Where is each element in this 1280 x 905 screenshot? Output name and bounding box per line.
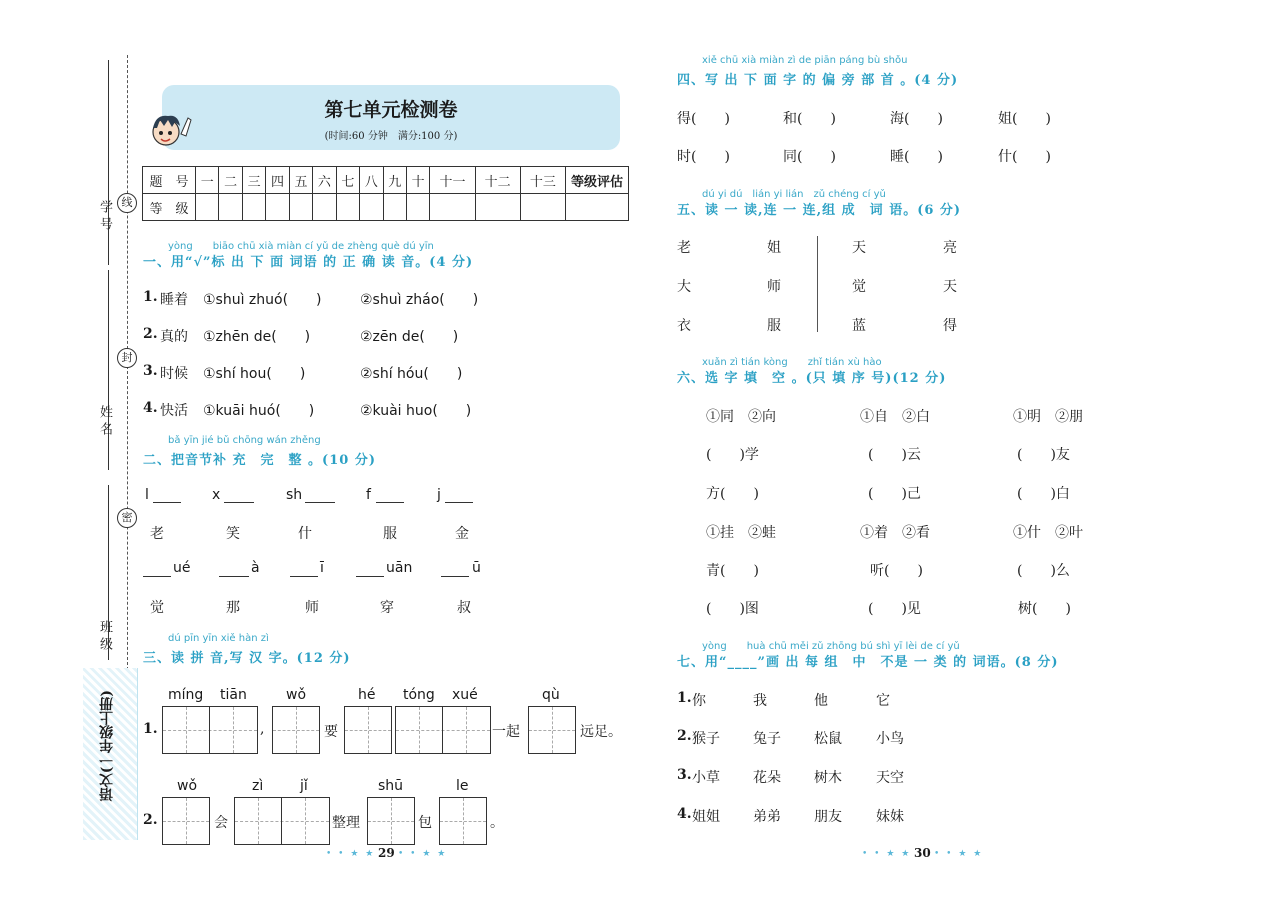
syllable-end: à [251, 560, 260, 576]
choice-options: ①挂 ②蛙 [706, 525, 776, 541]
q7-row-num: 4. [677, 806, 692, 822]
score-col: 十 [406, 167, 429, 194]
match-divider [817, 236, 818, 332]
q1-item-num: 1. [143, 289, 158, 305]
page-title: 第七单元检测卷 [324, 99, 458, 121]
match-char[interactable]: 姐 [767, 240, 781, 256]
grade-cell[interactable] [266, 194, 289, 221]
match-char[interactable]: 服 [767, 318, 781, 334]
q3-item-num: 2. [143, 812, 158, 828]
syllable-blank[interactable] [376, 502, 404, 503]
match-char[interactable]: 师 [767, 279, 781, 295]
q2-char: 服 [383, 526, 397, 542]
match-char[interactable]: 觉 [852, 279, 866, 295]
q1-item-num: 2. [143, 326, 158, 342]
q6-title: 六、选 字 填 空 。(只 填 序 号)(12 分) [677, 371, 947, 386]
syllable-blank[interactable] [224, 502, 254, 503]
grade-row-label: 等 级 [143, 194, 196, 221]
score-col: 八 [360, 167, 383, 194]
score-row-grade [143, 194, 629, 221]
syllable-start: j [437, 487, 441, 503]
choice-blank[interactable]: ( )图 [706, 601, 759, 617]
q5-title: 五、读 一 读,连 一 连,组 成 词 语。(6 分) [677, 203, 962, 218]
q3-item-num: 1. [143, 721, 158, 737]
syllable-blank[interactable] [219, 576, 249, 577]
q1-item-word: 时候 [160, 366, 188, 382]
q3-pinyin-word: shū [378, 778, 404, 794]
syllable-start: f [366, 487, 371, 503]
grade-cell[interactable] [289, 194, 312, 221]
score-col: 二 [219, 167, 242, 194]
tianzi-grid[interactable] [162, 706, 258, 754]
q3-pinyin: dú pīn yīn xiě hàn zì [168, 633, 269, 644]
syllable-end: ī [320, 560, 324, 576]
q3-title: 三、读 拼 音,写 汉 字。(12 分) [143, 651, 351, 666]
tianzi-grid[interactable] [344, 706, 392, 754]
match-char[interactable]: 得 [943, 318, 957, 334]
grade-cell[interactable] [430, 194, 475, 221]
choice-blank[interactable]: ( )白 [1017, 486, 1070, 502]
choice-options: ①同 ②向 [706, 409, 776, 425]
grade-cell[interactable] [566, 194, 629, 221]
match-char[interactable]: 亮 [943, 240, 957, 256]
match-char[interactable]: 老 [677, 240, 691, 256]
syllable-end: ū [472, 560, 481, 576]
q3-pinyin-word: míng [168, 687, 204, 703]
radical-item[interactable]: 时( ) [677, 149, 730, 165]
q3-text: 整理 [332, 815, 360, 831]
choice-blank[interactable]: 青( ) [706, 563, 759, 579]
score-col: 七 [336, 167, 359, 194]
q2-title: 二、把音节补 充 完 整 。(10 分) [143, 453, 376, 468]
grade-cell[interactable] [336, 194, 359, 221]
score-col: 五 [289, 167, 312, 194]
binding-line [108, 270, 109, 470]
q7-row-num: 2. [677, 728, 692, 744]
q7-word[interactable]: 我 [753, 693, 767, 709]
footer-stars-left-2: • • ★ ★ [398, 849, 448, 859]
q7-word[interactable]: 你 [692, 693, 706, 709]
score-col-grade-eval: 等级评估 [566, 167, 629, 194]
score-header-label: 题 号 [143, 167, 196, 194]
q3-pinyin-word: xué [452, 687, 478, 703]
syllable-start: sh [286, 487, 303, 503]
exam-info: (时间:60 分钟 满分:100 分) [324, 131, 458, 142]
score-row-header [143, 167, 629, 194]
q3-text: 一起 [492, 724, 520, 740]
grade-cell[interactable] [475, 194, 520, 221]
footer-stars-right: • • ★ ★ [862, 849, 912, 859]
q1-item-word: 真的 [160, 329, 188, 345]
q1-option-b[interactable]: ②shuì zháo( ) [360, 292, 479, 308]
q1-pinyin: yòng biāo chū xià miàn cí yǔ de zhèng què dú yīn [168, 241, 434, 252]
q7-word[interactable]: 它 [876, 693, 890, 709]
book-label-strip [83, 668, 138, 840]
seal-circle-line: 线 [117, 193, 137, 213]
grade-cell[interactable] [383, 194, 406, 221]
syllable-blank[interactable] [305, 502, 335, 503]
q1-option-b[interactable]: ②zēn de( ) [360, 329, 459, 345]
q7-word[interactable]: 松鼠 [814, 731, 842, 747]
match-char[interactable]: 天 [852, 240, 866, 256]
syllable-blank[interactable] [356, 576, 384, 577]
tianzi-grid[interactable] [528, 706, 576, 754]
title-banner [162, 85, 620, 150]
syllable-blank[interactable] [143, 576, 171, 577]
score-col: 四 [266, 167, 289, 194]
seal-circle-seal: 封 [117, 348, 137, 368]
syllable-blank[interactable] [290, 576, 318, 577]
choice-blank[interactable]: 听( ) [870, 563, 923, 579]
q1-option-b[interactable]: ②kuài huo( ) [360, 403, 472, 419]
page-number-left: 29 [378, 846, 395, 860]
q7-word[interactable]: 兔子 [753, 731, 781, 747]
grade-cell[interactable] [406, 194, 429, 221]
q7-word[interactable]: 他 [814, 693, 828, 709]
q1-option-a[interactable]: ①shí hou( ) [203, 366, 306, 382]
q7-word[interactable]: 花朵 [753, 770, 781, 786]
q3-text: , [260, 721, 265, 737]
q3-text: 会 [214, 815, 228, 831]
q4-title: 四、写 出 下 面 字 的 偏 旁 部 首 。(4 分) [677, 73, 959, 88]
radical-item[interactable]: 海( ) [890, 111, 943, 127]
footer-stars-right-2: • • ★ ★ [934, 849, 984, 859]
grade-cell[interactable] [196, 194, 219, 221]
choice-blank[interactable]: 方( ) [706, 486, 759, 502]
syllable-blank[interactable] [445, 502, 473, 503]
tianzi-grid[interactable] [234, 797, 330, 845]
q3-text: 包 [418, 815, 432, 831]
radical-item[interactable]: 姐( ) [998, 111, 1051, 127]
q3-pinyin-word: le [456, 778, 469, 794]
q7-word[interactable]: 朋友 [814, 809, 842, 825]
q7-word[interactable]: 树木 [814, 770, 842, 786]
score-col: 十二 [475, 167, 520, 194]
q3-text: 。 [490, 815, 504, 831]
match-char[interactable]: 天 [943, 279, 957, 295]
q7-word[interactable]: 妹妹 [876, 809, 904, 825]
radical-item[interactable]: 同( ) [783, 149, 836, 165]
footer-stars-left: • • ★ ★ [326, 849, 376, 859]
q7-title: 七、用“____”画 出 每 组 中 不是 一 类 的 词语。(8 分) [677, 655, 1059, 670]
grade-cell[interactable] [360, 194, 383, 221]
mascot-icon [148, 110, 198, 154]
tianzi-grid[interactable] [272, 706, 320, 754]
match-char[interactable]: 大 [677, 279, 691, 295]
q3-pinyin-word: wǒ [286, 687, 307, 703]
student-number-label: 学 号 [97, 200, 112, 231]
name-label: 姓 名 [97, 405, 112, 436]
choice-blank[interactable]: ( )学 [706, 447, 759, 463]
choice-blank[interactable]: ( )云 [868, 447, 921, 463]
radical-item[interactable]: 得( ) [677, 111, 730, 127]
score-col: 三 [242, 167, 265, 194]
q7-word[interactable]: 小鸟 [876, 731, 904, 747]
choice-blank[interactable]: ( )友 [1017, 447, 1070, 463]
q3-text: 要 [324, 724, 338, 740]
choice-blank[interactable]: ( )见 [868, 601, 921, 617]
q6-pinyin: xuǎn zì tián kòng zhǐ tián xù hào [702, 357, 882, 368]
q2-char: 老 [150, 526, 164, 542]
radical-item[interactable]: 和( ) [783, 111, 836, 127]
q1-title: 一、用“√”标 出 下 面 词语 的 正 确 读 音。(4 分) [143, 255, 474, 270]
page-number-right: 30 [914, 846, 931, 860]
q3-pinyin-word: tóng [403, 687, 435, 703]
tianzi-grid[interactable] [367, 797, 415, 845]
tianzi-grid[interactable] [395, 706, 491, 754]
q7-pinyin: yòng huà chū měi zǔ zhōng bú shì yī lèi de cí yǔ [702, 641, 960, 652]
tianzi-grid[interactable] [439, 797, 487, 845]
choice-blank[interactable]: 树( ) [1018, 601, 1071, 617]
radical-item[interactable]: 睡( ) [890, 149, 943, 165]
q1-option-a[interactable]: ①zhēn de( ) [203, 329, 311, 345]
q3-pinyin-word: jǐ [300, 778, 308, 794]
q2-char: 师 [305, 600, 319, 616]
binding-line [108, 60, 109, 265]
tianzi-grid[interactable] [162, 797, 210, 845]
q7-row-num: 1. [677, 690, 692, 706]
q1-item-num: 4. [143, 400, 158, 416]
class-label: 班 级 [97, 620, 112, 651]
q1-option-b[interactable]: ②shí hóu( ) [360, 366, 463, 382]
q2-char: 金 [455, 526, 469, 542]
seal-circle-secret: 密 [117, 508, 137, 528]
q1-item-num: 3. [143, 363, 158, 379]
q7-word[interactable]: 猴子 [692, 731, 720, 747]
q1-option-a[interactable]: ①kuāi huó( ) [203, 403, 315, 419]
radical-item[interactable]: 什( ) [998, 149, 1051, 165]
q2-char: 觉 [150, 600, 164, 616]
q2-char: 叔 [457, 600, 471, 616]
q3-pinyin-word: hé [358, 687, 376, 703]
choice-blank[interactable]: ( )己 [868, 486, 921, 502]
q3-pinyin-word: qù [542, 687, 560, 703]
syllable-start: l [145, 487, 149, 503]
score-col: 十三 [520, 167, 565, 194]
q3-pinyin-word: wǒ [177, 778, 198, 794]
choice-options: ①明 ②朋 [1013, 409, 1083, 425]
q2-char: 什 [298, 526, 312, 542]
q1-option-a[interactable]: ①shuì zhuó( ) [203, 292, 322, 308]
q2-char: 笑 [226, 526, 240, 542]
grade-cell[interactable] [219, 194, 242, 221]
q1-item-word: 快活 [160, 403, 188, 419]
score-table [142, 166, 629, 221]
match-char[interactable]: 衣 [677, 318, 691, 334]
q2-char: 穿 [380, 600, 394, 616]
score-col: 十一 [430, 167, 475, 194]
q1-item-word: 睡着 [160, 292, 188, 308]
choice-options: ①着 ②看 [860, 525, 930, 541]
grade-cell[interactable] [520, 194, 565, 221]
q3-text: 远足。 [580, 724, 622, 740]
match-char[interactable]: 蓝 [852, 318, 866, 334]
q3-pinyin-word: zì [252, 778, 264, 794]
grade-cell[interactable] [242, 194, 265, 221]
syllable-end: ué [173, 560, 191, 576]
q5-pinyin: dú yi dú lián yi lián zǔ chéng cí yǔ [702, 189, 886, 200]
q7-word[interactable]: 天空 [876, 770, 904, 786]
q2-char: 那 [226, 600, 240, 616]
syllable-end: uān [386, 560, 413, 576]
score-col: 一 [196, 167, 219, 194]
q7-word[interactable]: 姐姐 [692, 809, 720, 825]
syllable-blank[interactable] [153, 502, 181, 503]
q7-word[interactable]: 小草 [692, 770, 720, 786]
score-col: 九 [383, 167, 406, 194]
q4-pinyin: xiě chū xià miàn zì de piān páng bù shǒu [702, 55, 908, 66]
syllable-blank[interactable] [441, 576, 469, 577]
choice-options: ①什 ②叶 [1013, 525, 1083, 541]
grade-cell[interactable] [313, 194, 336, 221]
score-col: 六 [313, 167, 336, 194]
choice-blank[interactable]: ( )么 [1017, 563, 1070, 579]
q7-word[interactable]: 弟弟 [753, 809, 781, 825]
choice-options: ①自 ②白 [860, 409, 930, 425]
q3-pinyin-word: tiān [220, 687, 247, 703]
q2-pinyin: bǎ yīn jié bǔ chōng wán zhěng [168, 435, 321, 446]
syllable-start: x [212, 487, 221, 503]
q7-row-num: 3. [677, 767, 692, 783]
book-label: 语文(一年级上册) [99, 690, 115, 802]
